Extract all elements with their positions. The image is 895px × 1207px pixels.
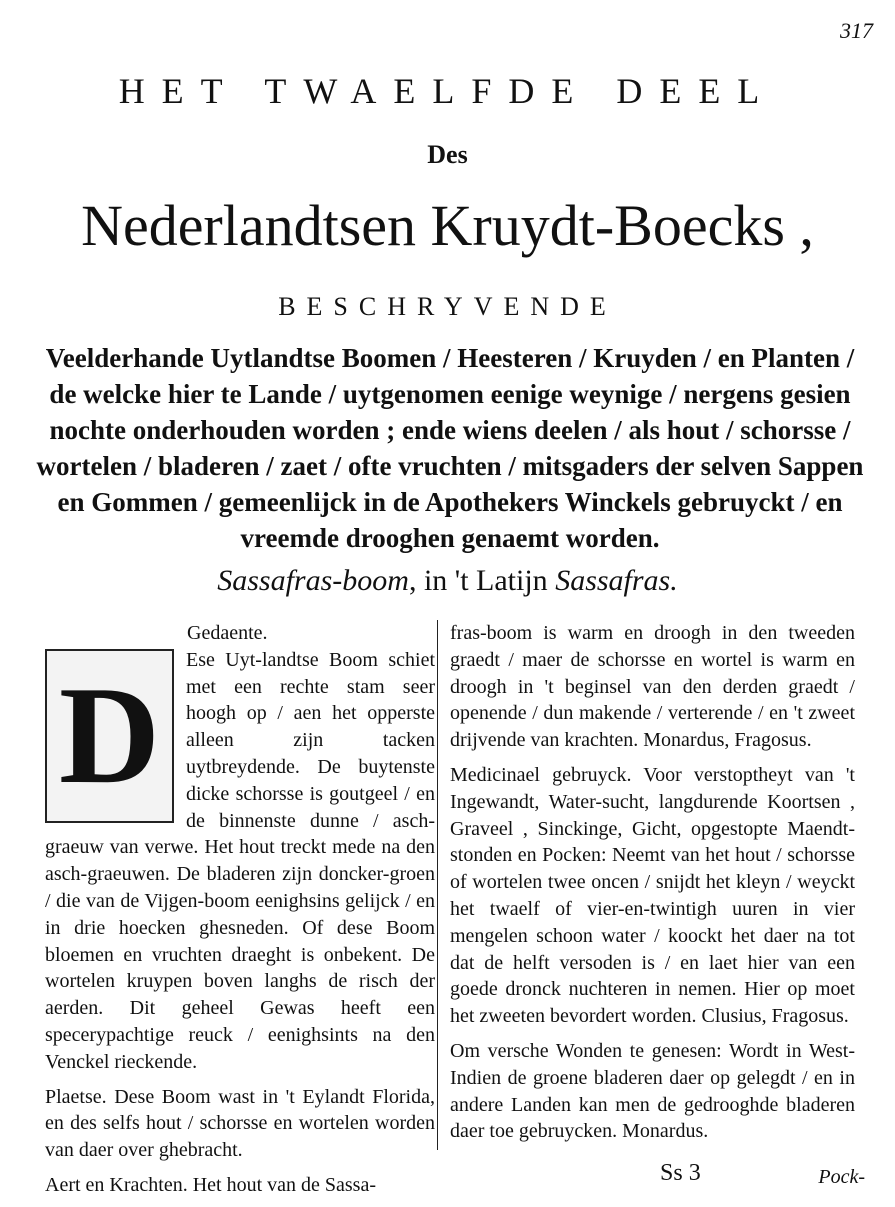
catchword: Pock- xyxy=(818,1166,865,1188)
part-title: HET TWAELFDE DEEL xyxy=(118,71,777,111)
right-column xyxy=(450,620,855,1153)
herb-title xyxy=(0,564,895,598)
des-line: Des xyxy=(427,140,468,169)
description-paragraph: Ese Uyt-landtse Boom schiet met een rechte stam seer hoogh op / aen het opperste alleen zijn tacken uytbreydende. De buytenste dicke schorsse is goutgeel / en de binnenste dunne / asch-graeuw van verwe. Het hout treckt mede na den asch-graeuwen. De bladeren zijn doncker-groen / die van de Vijgen-boom eenighsins gelijck / en in drie hoecken ghesneden. Of dese Boom bloemen en vruchten draeght is onbekent. De wortelen kruypen boven langhs de risch der aerden. Dit geheel Gewas heeft een specerypachtige reuck / eenighsints na den Venckel rieckende. xyxy=(45,648,435,1073)
intro-paragraph: Veelderhande Uytlandtse Boomen / Heesteren / Kruyden / en Planten / de welcke hier te Lande / uytgenomen eenige weynige / nergens gesien nochte onderhouden worden ; ende wiens deelen / als hout / schorsse / wortelen / bladeren / zaet / ofte vruchten / mitsgaders der selven Sappen en Gommen / gemeenlijck in de Apothekers Winckels gebruyckt / en vreemde drooghen genaemt worden. xyxy=(36,343,864,553)
location-paragraph: Plaetse. Dese Boom wast in 't Eylandt Florida, en des selfs hout / schorsse en wortelen worden van daer over ghebracht. xyxy=(45,1085,435,1162)
decorative-initial: D xyxy=(45,649,174,823)
describing-line: BESCHRYVENDE xyxy=(278,292,617,321)
page-number: 317 xyxy=(840,18,873,43)
herb-name: Sassafras-boom xyxy=(217,564,409,597)
wounds-paragraph: Om versche Wonden te genesen: Wordt in West-Indien de groene bladeren daer op gelegdt / en in andere Landen kan men de gedrooghde bladeren daer toe gebruycken. Monardus. xyxy=(450,1039,855,1143)
properties-paragraph-cont: fras-boom is warm en droogh in den tweeden graedt / maer de schorsse en wortel is warm en droogh in 't beginsel van den derden graedt / openende / dun makende / verterende / en 't zweet drijvende van krachten. Monardus, Fragosus. xyxy=(450,622,855,752)
book-title: Nederlandtsen Kruydt-Boecks , xyxy=(81,193,814,258)
medicinal-use-paragraph: Medicinael gebruyck. Voor verstoptheyt van 't Ingewandt, Water-sucht, langdurende Koortsen , Graveel , Sinckinge, Gicht, opgestopte Maendt-stonden en Pocken: Neemt van het hout / schorsse of wortelen twee oncen / snijdt het kleyn / weyckt het twaelf of vier-en-twintigh uuren in vier mengelen schoon water / koockt het daer na tot dat de helft versoden is / en laet hier van een goede dronck nuchteren in nemen. Hier op moet het zweeten bevordert worden. Clusius, Fragosus. xyxy=(450,763,855,1028)
column-divider xyxy=(437,620,438,1150)
signature-mark: Ss 3 xyxy=(660,1160,701,1186)
properties-paragraph-start: Aert en Krachten. Het hout van de Sassa- xyxy=(45,1173,376,1196)
left-column xyxy=(45,620,435,1207)
herb-title-middle: , in 't Latijn xyxy=(408,564,556,597)
section-heading-gedaente: Gedaente. xyxy=(187,622,268,644)
herb-latin-name: Sassafras. xyxy=(555,564,678,597)
